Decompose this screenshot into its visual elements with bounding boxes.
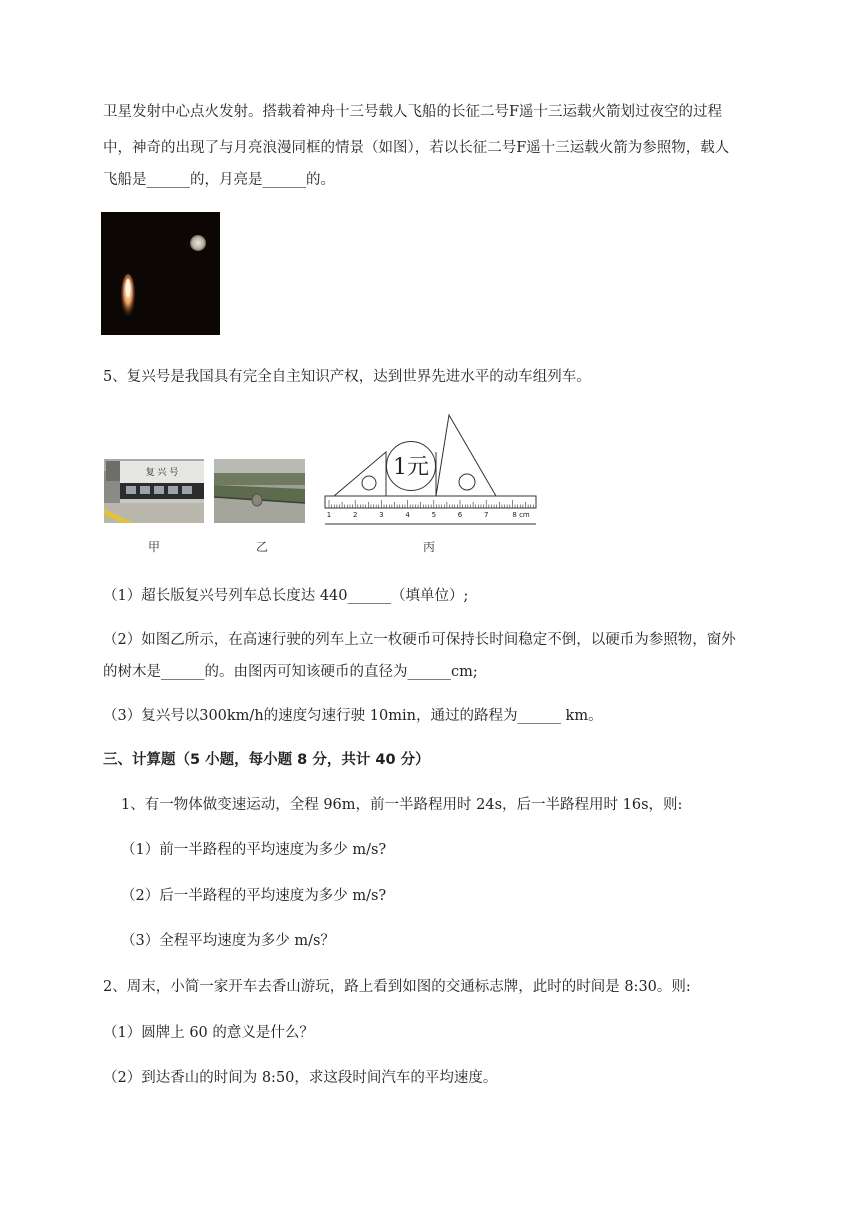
ruler-number: 5 xyxy=(431,511,437,519)
q5-sub3: （3）复兴号以300km/h的速度匀速行驶 10min，通过的路程为______ km。 xyxy=(103,708,603,724)
caption-bing: 丙 xyxy=(423,540,436,554)
caption-jia: 甲 xyxy=(148,540,161,554)
ruler-number: 7 xyxy=(483,511,489,519)
intro-line-2: 中，神奇的出现了与月亮浪漫同框的情景（如图），若以长征二号F遥十三运载火箭为参照物，载人 xyxy=(103,140,730,156)
s3-q2-sub2: （2）到达香山的时间为 8:50，求这段时间汽车的平均速度。 xyxy=(103,1070,498,1086)
ruler-number: 6 xyxy=(457,511,463,519)
coin-label: 1元 xyxy=(393,455,429,480)
q5-sub2-line2: 的树木是______的。由图丙可知该硬币的直径为______cm; xyxy=(103,664,478,680)
intro-line-3: 飞船是______的，月亮是______的。 xyxy=(103,172,335,188)
caption-yi: 乙 xyxy=(256,540,269,554)
s3-q2-sub1: （1）圆牌上 60 的意义是什么？ xyxy=(103,1025,314,1041)
intro-line-1: 卫星发射中心点火发射。搭载着神舟十三号载人飞船的长征二号F遥十三运载火箭划过夜空的过程 xyxy=(103,104,723,120)
train-sign-text: 复 兴 号 xyxy=(145,468,179,478)
rocket-moon-illustration xyxy=(101,212,220,335)
left-triangle-shape xyxy=(334,452,386,496)
left-triangle-hole xyxy=(362,476,376,490)
moon-shape xyxy=(190,235,206,251)
right-triangle-hole xyxy=(459,474,475,490)
rocket-moon-photo xyxy=(101,212,220,335)
s3-q1-sub2: （2）后一半路程的平均速度为多少 m/s? xyxy=(121,888,387,904)
q5-stem: 5、复兴号是我国具有完全自主知识产权，达到世界先进水平的动车组列车。 xyxy=(103,369,591,385)
train-photo xyxy=(104,459,204,523)
right-triangle-shape xyxy=(436,415,496,496)
ruler-number: 1 xyxy=(326,511,332,519)
ruler-number: 3 xyxy=(379,511,384,519)
q5-sub2-line1: （2）如图乙所示，在高速行驶的列车上立一枚硬币可保持长时间稳定不倒，以硬币为参照物，窗外 xyxy=(103,632,736,648)
coin-shape xyxy=(252,494,262,506)
q5-sub1: （1）超长版复兴号列车总长度达 440______（填单位）; xyxy=(103,588,469,604)
ruler-coin-figure xyxy=(322,412,538,529)
s3-q1-sub3: （3）全程平均速度为多少 m/s？ xyxy=(121,933,335,949)
ruler-numbers xyxy=(327,511,530,519)
ruler-number: 8 cm xyxy=(512,511,530,519)
s3-q1-sub1: （1）前一半路程的平均速度为多少 m/s? xyxy=(121,842,387,858)
ruler-coin-diagram xyxy=(322,412,538,529)
ruler-number: 4 xyxy=(405,511,410,519)
s3-q1-stem: 1、有一物体做变速运动，全程 96m，前一半路程用时 24s，后一半路程用时 16s，则: xyxy=(121,797,683,813)
ruler-ticks xyxy=(329,500,533,508)
section3-heading: 三、计算题（5 小题，每小题 8 分，共计 40 分） xyxy=(103,752,430,768)
s3-q2-stem: 2、周末，小简一家开车去香山游玩，路上看到如图的交通标志牌，此时的时间是 8:30。则: xyxy=(103,979,691,995)
coin-window-photo xyxy=(214,459,305,523)
ruler-number: 2 xyxy=(352,511,358,519)
